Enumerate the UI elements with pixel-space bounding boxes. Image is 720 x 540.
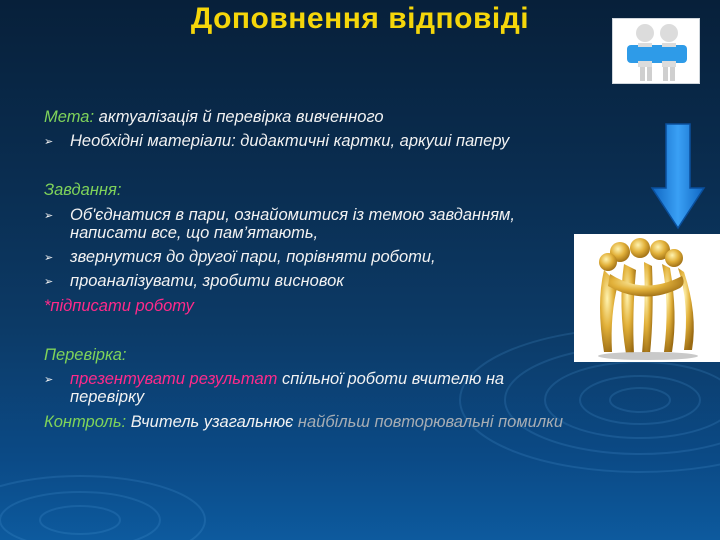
bullet-icon: ➢ — [44, 210, 54, 222]
control-line — [44, 413, 563, 432]
bullet-icon: ➢ — [44, 374, 54, 386]
control-part1: Вчитель узагальнює — [130, 413, 298, 431]
bullet-icon: ➢ — [44, 252, 54, 264]
control-label: Контроль: — [44, 413, 131, 431]
sign-note: *підписати роботу — [44, 297, 194, 315]
task-item-3: проаналізувати, зробити висновок — [70, 272, 345, 290]
check-label: Перевірка: — [44, 346, 127, 364]
golden-people-circle-icon — [574, 234, 720, 362]
goal-line — [44, 108, 384, 127]
task-label: Завдання: — [44, 181, 122, 199]
task-item-1: Об'єднатися в пари, ознайомитися із темою завданням, — [70, 206, 515, 224]
materials-line: Необхідні матеріали: дидактичні картки, аркуші паперу — [70, 132, 510, 150]
page-title: Доповнення відповіді — [190, 2, 530, 35]
goal-text: актуалізація й перевірка вивченного — [94, 108, 384, 126]
check-item-cont: перевірку — [70, 388, 145, 406]
two-people-icon — [613, 19, 701, 85]
task-item-1-cont: написати все, що пам’ятають, — [70, 224, 319, 242]
arrow-down-icon — [650, 122, 706, 230]
goal-label: Мета: — [44, 108, 95, 126]
check-item-part2: спільної роботи вчителю на — [281, 370, 505, 388]
bullet-icon: ➢ — [44, 136, 54, 148]
bullet-icon: ➢ — [44, 276, 54, 288]
control-part2: найбільш повторювальні помилки — [297, 413, 564, 431]
task-item-2: звернутися до другої пари, порівняти роботи, — [70, 248, 436, 266]
check-item — [70, 370, 504, 389]
people-card — [612, 18, 700, 84]
check-item-part1: презентувати результат — [70, 370, 282, 388]
golden-people-card — [574, 234, 720, 362]
